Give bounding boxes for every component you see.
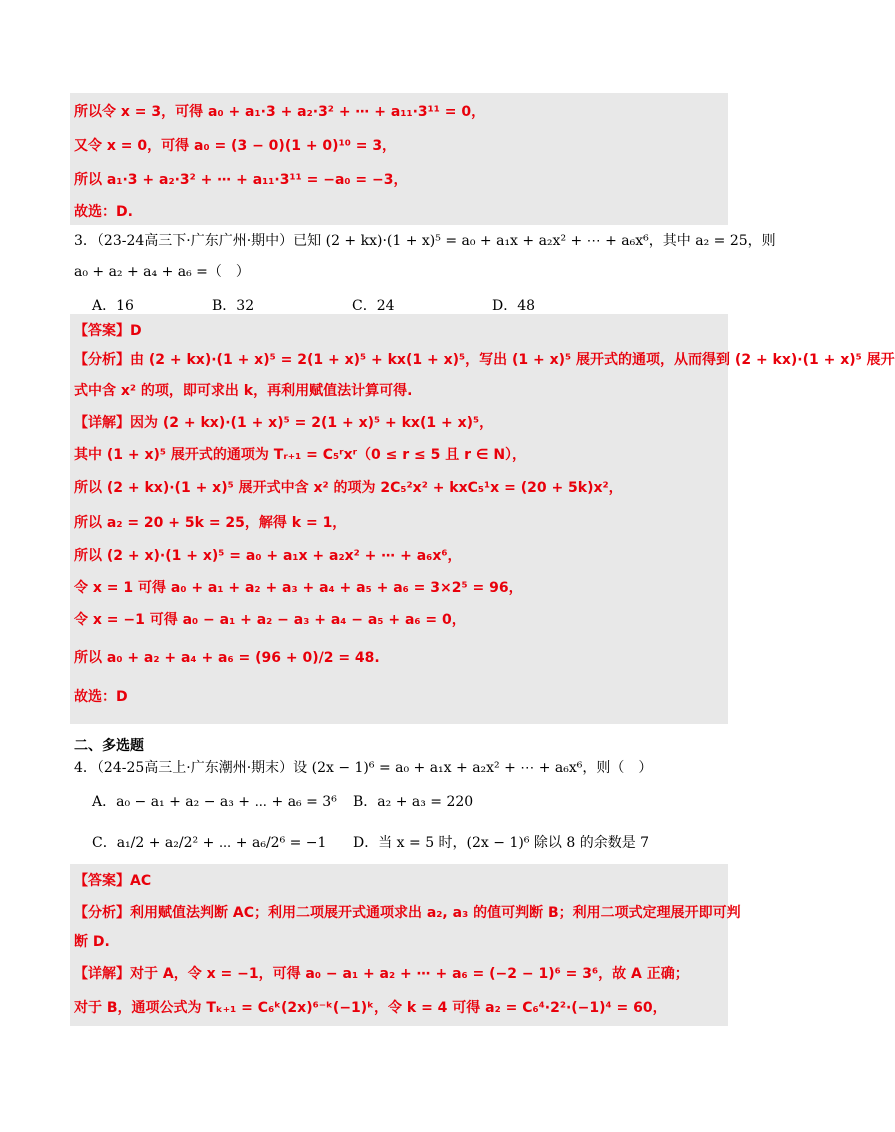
detail-line: 【详解】因为 (2 + kx)·(1 + x)⁵ = 2(1 + x)⁵ + kx(1 + x)⁵，	[74, 415, 494, 431]
detail-line: 令 x = 1 可得 a₀ + a₁ + a₂ + a₃ + a₄ + a₅ + a₆ = 3×2⁵ = 96，	[74, 580, 523, 596]
section-heading: 二、多选题	[74, 738, 144, 754]
solution-line: 又令 x = 0，可得 a₀ = (3 − 0)(1 + 0)¹⁰ = 3，	[74, 138, 397, 154]
question-4-option-a: A．a₀ − a₁ + a₂ − a₃ + ⋯ + a₆ = 3⁶	[92, 794, 337, 810]
question-3-option-a: A．16	[92, 298, 134, 314]
detail-line: 其中 (1 + x)⁵ 展开式的通项为 Tᵣ₊₁ = C₅ʳxʳ（0 ≤ r ≤ 5 且 r ∈ N），	[74, 447, 527, 463]
analysis: 断 D.	[74, 934, 110, 950]
analysis: 【分析】由 (2 + kx)·(1 + x)⁵ = 2(1 + x)⁵ + kx(1 + x)⁵，写出 (1 + x)⁵ 展开式的通项，从而得到 (2 + kx)·(1 + x)⁵ 展开	[74, 352, 895, 368]
detail-line: 所以 (2 + x)·(1 + x)⁵ = a₀ + a₁x + a₂x² + ⋯ + a₆x⁶，	[74, 548, 462, 564]
analysis: 式中含 x² 的项，即可求出 k，再利用赋值法计算可得.	[74, 383, 413, 399]
detail-line: 对于 B，通项公式为 Tₖ₊₁ = C₆ᵏ(2x)⁶⁻ᵏ(−1)ᵏ，令 k = 4 可得 a₂ = C₆⁴·2²·(−1)⁴ = 60，	[74, 1000, 667, 1016]
detail-line: 令 x = −1 可得 a₀ − a₁ + a₂ − a₃ + a₄ − a₅ + a₆ = 0，	[74, 612, 466, 628]
answer: 【答案】D	[74, 323, 142, 339]
detail-line: 所以 (2 + kx)·(1 + x)⁵ 展开式中含 x² 的项为 2C₅²x² + kxC₅¹x = (20 + 5k)x²，	[74, 480, 623, 496]
analysis: 【分析】利用赋值法判断 AC；利用二项展开式通项求出 a₂, a₃ 的值可判断 B；利用二项式定理展开即可判	[74, 905, 741, 921]
detail-line: 所以 a₂ = 20 + 5k = 25，解得 k = 1，	[74, 515, 347, 531]
question-4-stem: 4．（24-25高三上·广东潮州·期末）设 (2x − 1)⁶ = a₀ + a₁x + a₂x² + ⋯ + a₆x⁶，则（ ）	[74, 760, 653, 776]
question-4-option-b: B．a₂ + a₃ = 220	[353, 794, 474, 810]
question-3-stem: 3．（23-24高三下·广东广州·期中）已知 (2 + kx)·(1 + x)⁵ = a₀ + a₁x + a₂x² + ⋯ + a₆x⁶，其中 a₂ = 25，则	[74, 233, 776, 249]
detail-line: 故选：D	[74, 689, 128, 705]
solution-line: 所以令 x = 3，可得 a₀ + a₁·3 + a₂·3² + ⋯ + a₁₁·3¹¹ = 0，	[74, 104, 486, 120]
solution-line: 故选：D.	[74, 204, 133, 220]
question-3-option-c: C．24	[352, 298, 395, 314]
question-4-option-d: D．当 x = 5 时，(2x − 1)⁶ 除以 8 的余数是 7	[353, 835, 650, 851]
question-3-option-d: D．48	[492, 298, 536, 314]
question-3-option-b: B．32	[212, 298, 255, 314]
solution-line: 所以 a₁·3 + a₂·3² + ⋯ + a₁₁·3¹¹ = −a₀ = −3，	[74, 172, 408, 188]
question-3-stem-cont: a₀ + a₂ + a₄ + a₆ =（ ）	[74, 264, 250, 280]
detail-line: 所以 a₀ + a₂ + a₄ + a₆ = (96 + 0)/2 = 48.	[74, 650, 380, 666]
detail-line: 【详解】对于 A，令 x = −1，可得 a₀ − a₁ + a₂ + ⋯ + a₆ = (−2 − 1)⁶ = 3⁶，故 A 正确；	[74, 966, 689, 982]
answer: 【答案】AC	[74, 873, 152, 889]
question-4-option-c: C．a₁/2 + a₂/2² + ⋯ + a₆/2⁶ = −1	[92, 835, 327, 851]
